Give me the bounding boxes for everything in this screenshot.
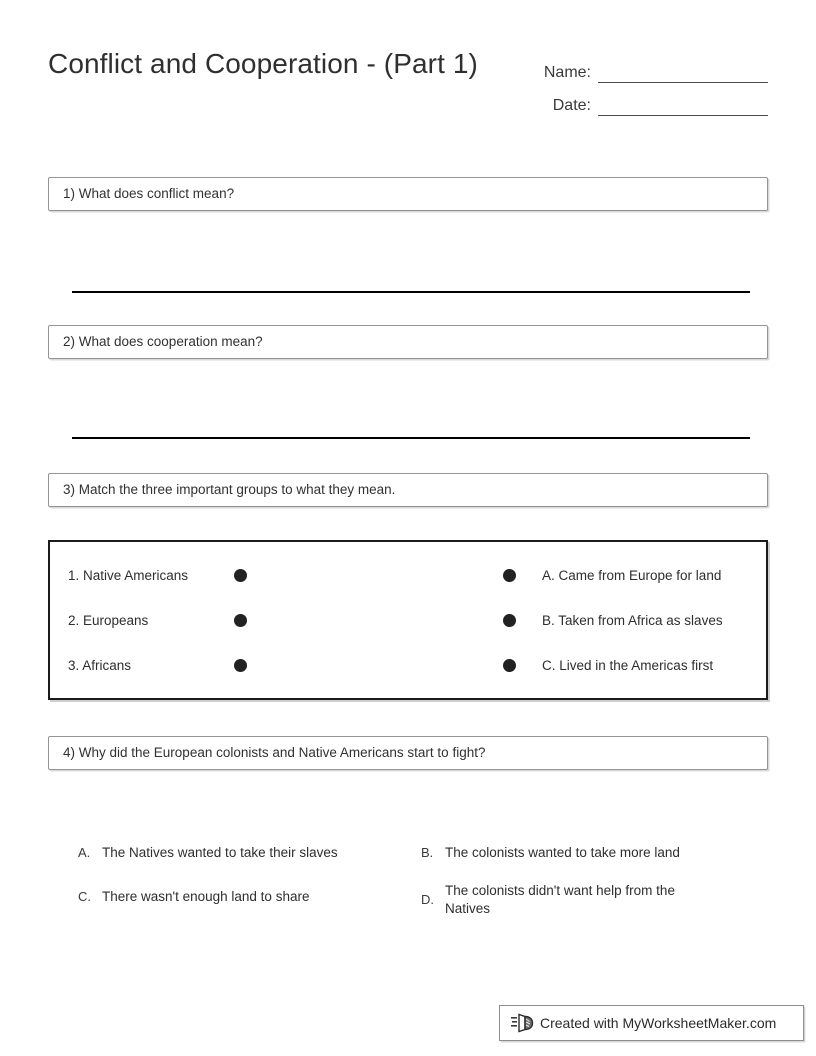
matching-left-dot-2[interactable] xyxy=(234,614,247,627)
question-3-prompt: 3) Match the three important groups to what they mean. xyxy=(63,482,396,497)
question-1-answer-line[interactable] xyxy=(72,291,750,293)
page-title: Conflict and Cooperation - (Part 1) xyxy=(48,48,478,79)
question-1-prompt-box xyxy=(48,177,768,211)
option-d-letter: D. xyxy=(421,892,434,907)
option-d-text: The colonists didn't want help from the Natives xyxy=(445,883,675,916)
worksheet-header xyxy=(48,44,768,140)
option-b-letter: B. xyxy=(421,845,434,860)
date-input[interactable] xyxy=(598,95,768,116)
matching-row xyxy=(50,553,766,598)
option-c-letter: C. xyxy=(78,889,91,904)
name-row xyxy=(528,50,768,83)
date-row xyxy=(528,83,768,116)
matching-left-item-1: 1. Native Americans xyxy=(68,567,189,583)
matching-right-item-b: B. Taken from Africa as slaves xyxy=(542,612,723,628)
question-4-prompt-box xyxy=(48,736,768,770)
matching-exercise-box xyxy=(48,540,768,700)
matching-grid xyxy=(50,542,766,698)
matching-left-item-3: 3. Africans xyxy=(68,657,132,673)
option-a[interactable] xyxy=(78,844,408,862)
matching-right-item-a: A. Came from Europe for land xyxy=(542,567,722,583)
matching-right-item-c: C. Lived in the Americas first xyxy=(542,657,714,673)
matching-right-dot-a[interactable] xyxy=(503,569,516,582)
option-a-letter: A. xyxy=(78,845,91,860)
matching-left-dot-1[interactable] xyxy=(234,569,247,582)
date-label: Date: xyxy=(552,97,591,114)
option-c-text: There wasn't enough land to share xyxy=(102,889,310,904)
question-2-prompt-box xyxy=(48,325,768,359)
created-with-text: Created with MyWorksheetMaker.com xyxy=(540,1015,777,1031)
name-label: Name: xyxy=(543,64,591,81)
question-2-answer-line[interactable] xyxy=(72,437,750,439)
question-3-prompt-box xyxy=(48,473,768,507)
question-4-prompt: 4) Why did the European colonists and Native Americans start to fight? xyxy=(63,745,486,760)
option-d[interactable] xyxy=(421,882,711,918)
matching-right-dot-b[interactable] xyxy=(503,614,516,627)
matching-left-dot-3[interactable] xyxy=(234,659,247,672)
name-date-block xyxy=(528,50,768,116)
question-1-prompt: 1) What does conflict mean? xyxy=(63,186,235,201)
question-2-prompt: 2) What does cooperation mean? xyxy=(63,334,263,349)
name-input[interactable] xyxy=(598,62,768,83)
matching-row xyxy=(50,598,766,643)
matching-row xyxy=(50,643,766,688)
matching-right-dot-c[interactable] xyxy=(503,659,516,672)
worksheet-maker-logo-icon xyxy=(511,1012,535,1034)
option-c[interactable] xyxy=(78,888,408,906)
question-4-options xyxy=(48,836,768,926)
created-with-badge[interactable] xyxy=(499,1005,804,1041)
option-b[interactable] xyxy=(421,844,751,862)
option-a-text: The Natives wanted to take their slaves xyxy=(102,845,338,860)
option-b-text: The colonists wanted to take more land xyxy=(445,845,680,860)
matching-left-item-2: 2. Europeans xyxy=(68,612,149,628)
